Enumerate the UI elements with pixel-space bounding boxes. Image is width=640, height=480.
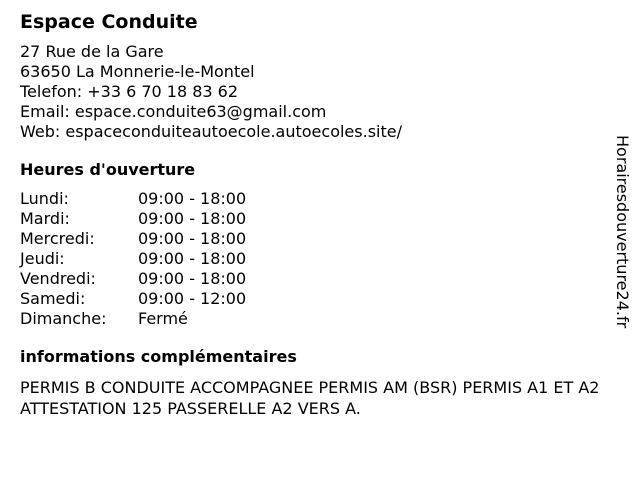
- email-line: Email: espace.conduite63@gmail.com: [20, 102, 327, 121]
- phone-line: Telefon: +33 6 70 18 83 62: [20, 82, 239, 101]
- day-hours: 09:00 - 18:00: [138, 249, 247, 268]
- day-label: Mercredi:: [20, 229, 95, 248]
- day-label: Mardi:: [20, 209, 70, 228]
- day-hours: 09:00 - 18:00: [138, 269, 247, 288]
- day-label: Lundi:: [20, 189, 69, 208]
- hours-row-mercredi: [20, 229, 620, 249]
- info-heading: informations complémentaires: [20, 347, 297, 366]
- business-name: Espace Conduite: [20, 11, 198, 33]
- hours-row-mardi: [20, 209, 620, 229]
- day-label: Dimanche:: [20, 309, 107, 328]
- info-text: PERMIS B CONDUITE ACCOMPAGNEE PERMIS AM (BSR) PERMIS A1 ET A2 ATTESTATION 125 PASSERELLE A2 VERS A.: [20, 378, 600, 418]
- hours-row-samedi: [20, 289, 620, 309]
- web-line: Web: espaceconduiteautoecole.autoecoles.site/: [20, 122, 402, 141]
- day-label: Samedi:: [20, 289, 86, 308]
- hours-row-jeudi: [20, 249, 620, 269]
- day-hours: Fermé: [138, 309, 188, 328]
- hours-row-lundi: [20, 189, 620, 209]
- address-line-1: 27 Rue de la Gare: [20, 42, 164, 61]
- day-hours: 09:00 - 18:00: [138, 209, 247, 228]
- hours-row-dimanche: [20, 309, 620, 329]
- day-label: Vendredi:: [20, 269, 96, 288]
- hours-row-vendredi: [20, 269, 620, 289]
- day-hours: 09:00 - 18:00: [138, 189, 247, 208]
- hours-heading: Heures d'ouverture: [20, 160, 196, 179]
- day-hours: 09:00 - 12:00: [138, 289, 247, 308]
- site-watermark: Horairesdouverture24.fr: [613, 135, 632, 329]
- day-label: Jeudi:: [20, 249, 65, 268]
- day-hours: 09:00 - 18:00: [138, 229, 247, 248]
- business-card: [20, 10, 620, 419]
- hours-table: [20, 189, 620, 329]
- address-line-2: 63650 La Monnerie-le-Montel: [20, 62, 255, 81]
